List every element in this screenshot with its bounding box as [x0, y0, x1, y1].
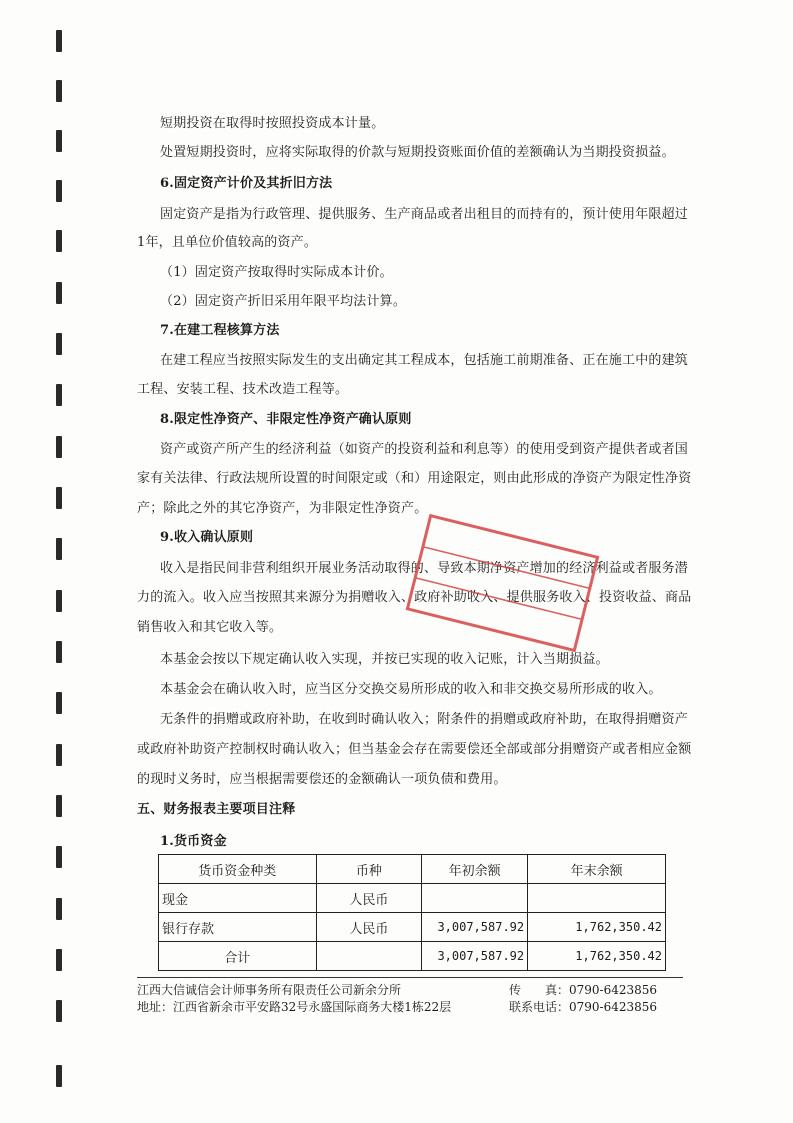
table-cell [422, 884, 528, 913]
table-cell: 银行存款 [159, 913, 317, 942]
table-cell: 3,007,587.92 [422, 913, 528, 942]
text-line: 无条件的捐赠或政府补助，在收到时确认收入；附条件的捐赠或政府补助，在取得捐赠资产 [160, 712, 689, 727]
text-line: 本基金会按以下规定确认收入实现，并按已实现的收入记账，计入当期损益。 [160, 652, 609, 667]
table-row [159, 884, 666, 913]
table-cell: 人民币 [316, 913, 422, 942]
table-header-row [159, 855, 666, 884]
fax-label: 传 真： [509, 983, 570, 997]
section-heading-5-1: 1.货币资金 [160, 834, 227, 849]
section-heading-9: 9.收入确认原则 [160, 530, 254, 545]
binding-holes [56, 0, 72, 1123]
text-line: 短期投资在取得时按照投资成本计量。 [160, 116, 385, 131]
text-line: 或政府补助资产控制权时确认收入；但当基金会存在需要偿还全部或部分捐赠资产或者相应金额 [137, 742, 692, 757]
footer-phone [509, 998, 657, 1015]
footer-address: 地址：江西省新余市平安路32号永盛国际商务大楼1栋22层 [137, 1000, 452, 1014]
cash-table [158, 854, 666, 971]
text-line: （2）固定资产折旧采用年限平均法计算。 [160, 294, 407, 309]
section-heading-5: 五、财务报表主要项目注释 [137, 802, 296, 817]
text-line: 力的流入。收入应当按照其来源分为捐赠收入、政府补助收入、提供服务收入、投资收益、商品 [137, 590, 692, 605]
text-line: 产；除此之外的其它净资产，为非限定性净资产。 [137, 501, 428, 516]
table-cell: 现金 [159, 884, 317, 913]
phone-number: 0790-6423856 [569, 1000, 658, 1014]
section-heading-7: 7.在建工程核算方法 [160, 323, 280, 338]
text-line: 1年，且单位价值较高的资产。 [137, 235, 318, 250]
text-line: 资产或资产所产生的经济利益（如资产的投资利益和利息等）的使用受到资产提供者或者国 [160, 442, 689, 457]
text-line: 处置短期投资时，应将实际取得的价款与短期投资账面价值的差额确认为当期投资损益。 [160, 145, 675, 160]
text-line: 家有关法律、行政法规所设置的时间限定或（和）用途限定，则由此形成的净资产为限定性净资 [137, 471, 692, 486]
audit-stamp [402, 505, 602, 665]
table-header: 年初余额 [422, 855, 528, 884]
text-line: 在建工程应当按照实际发生的支出确定其工程成本，包括施工前期准备、正在施工中的建筑 [160, 353, 689, 368]
table-cell [528, 884, 666, 913]
table-cell [316, 942, 422, 971]
footer-firm: 江西大信诚信会计师事务所有限责任公司新余分所 [137, 983, 402, 997]
phone-label: 联系电话： [509, 1000, 570, 1014]
table-row [159, 913, 666, 942]
table-header: 货币资金种类 [159, 855, 317, 884]
text-line: 固定资产是指为行政管理、提供服务、生产商品或者出租目的而持有的，预计使用年限超过 [160, 207, 689, 222]
table-cell: 1,762,350.42 [528, 913, 666, 942]
fax-number: 0790-6423856 [569, 983, 658, 997]
footer-fax [509, 981, 657, 998]
section-heading-8: 8.限定性净资产、非限定性净资产确认原则 [160, 412, 412, 427]
table-cell: 1,762,350.42 [528, 942, 666, 971]
table-header: 币种 [316, 855, 422, 884]
section-heading-6: 6.固定资产计价及其折旧方法 [160, 176, 333, 191]
table-total-row [159, 942, 666, 971]
table-cell: 3,007,587.92 [422, 942, 528, 971]
text-line: 的现时义务时，应当根据需要偿还的金额确认一项负债和费用。 [137, 772, 507, 787]
text-line: （1）固定资产按取得时实际成本计价。 [160, 265, 393, 280]
text-line: 本基金会在确认收入时，应当区分交换交易所形成的收入和非交换交易所形成的收入。 [160, 682, 662, 697]
table-cell: 合计 [159, 942, 317, 971]
text-line: 工程、安装工程、技术改造工程等。 [137, 382, 349, 397]
table-header: 年末余额 [528, 855, 666, 884]
table-cell: 人民币 [316, 884, 422, 913]
text-line: 收入是指民间非营利组织开展业务活动取得的、导致本期净资产增加的经济利益或者服务潜 [160, 561, 689, 576]
footer-divider [137, 977, 683, 978]
text-line: 销售收入和其它收入等。 [137, 620, 283, 635]
